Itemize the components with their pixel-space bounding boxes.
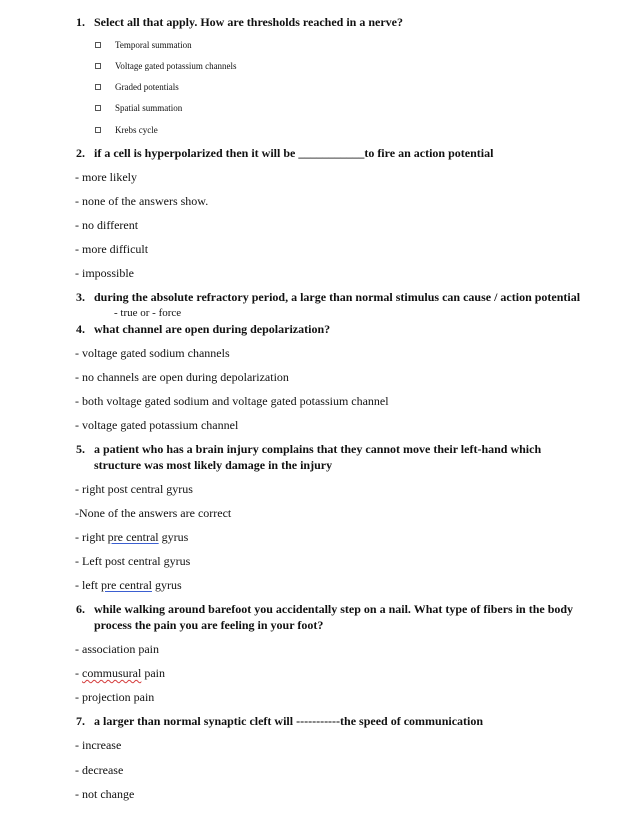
answer-option: - left pre central gyrus <box>75 578 182 592</box>
question-text: while walking around barefoot you accidentally step on a nail. What type of fibers in the body process the pain you are feeling in your foot? <box>94 602 574 632</box>
question-number: 5. <box>76 442 85 456</box>
answer-option: - voltage gated sodium channels <box>75 346 230 360</box>
answer-option: - projection pain <box>75 690 155 704</box>
checkbox-icon[interactable] <box>95 105 101 111</box>
answer-option: - no channels are open during depolarization <box>75 370 289 384</box>
answer-option: - not change <box>75 787 135 801</box>
question-3 <box>76 289 580 305</box>
answer-option: - right post central gyrus <box>75 482 193 496</box>
question-number: 6. <box>76 602 85 616</box>
answer-option: - decrease <box>75 763 124 777</box>
question-number: 2. <box>76 146 85 160</box>
checkbox-option[interactable] <box>95 82 179 92</box>
answer-option: - commusural pain <box>75 666 165 680</box>
question-text: a larger than normal synaptic cleft will -----------the speed of communication <box>94 714 484 728</box>
answer-option: - Left post central gyrus <box>75 554 191 568</box>
grammar-underlined-text: pre central <box>107 530 159 544</box>
option-label: Krebs cycle <box>115 125 158 135</box>
question-text: if a cell is hyperpolarized then it will be ___________to fire an action potential <box>94 146 494 160</box>
answer-option: - more difficult <box>75 242 149 256</box>
option-label: Spatial summation <box>115 103 183 113</box>
question-6 <box>76 601 574 633</box>
checkbox-icon[interactable] <box>95 127 101 133</box>
answer-option: -None of the answers are correct <box>75 506 232 520</box>
question-text: a patient who has a brain injury complains that they cannot move their left-hand which structure was most likely damage in the injury <box>94 442 542 472</box>
question-5 <box>76 441 574 473</box>
checkbox-option[interactable] <box>95 125 158 135</box>
answer-option: - no different <box>75 218 139 232</box>
question-number: 4. <box>76 322 85 336</box>
checkbox-option[interactable] <box>95 103 182 113</box>
answer-option: - increase <box>75 738 122 752</box>
checkbox-icon[interactable] <box>95 42 101 48</box>
question-4 <box>76 321 330 337</box>
answer-option: - voltage gated potassium channel <box>75 418 239 432</box>
question-text: during the absolute refractory period, a large than normal stimulus can cause / action potential <box>94 290 581 304</box>
checkbox-icon[interactable] <box>95 63 101 69</box>
question-number: 1. <box>76 15 85 29</box>
question-number: 7. <box>76 714 85 728</box>
answer-option: - more likely <box>75 170 137 184</box>
answer-choices-inline: - true or - force <box>114 307 182 319</box>
checkbox-option[interactable] <box>95 40 192 50</box>
spelling-underlined-text: commusural <box>82 666 142 680</box>
question-number: 3. <box>76 290 85 304</box>
answer-option: - both voltage gated sodium and voltage gated potassium channel <box>75 394 389 408</box>
question-7 <box>76 713 483 729</box>
answer-option: - association pain <box>75 642 159 656</box>
option-label: Temporal summation <box>115 40 192 50</box>
checkbox-icon[interactable] <box>95 84 101 90</box>
option-label: Graded potentials <box>115 82 179 92</box>
answer-option: - right pre central gyrus <box>75 530 189 544</box>
answer-option: - impossible <box>75 266 134 280</box>
question-1 <box>76 14 403 30</box>
question-text: Select all that apply. How are thresholds reached in a nerve? <box>94 15 403 29</box>
option-label: Voltage gated potassium channels <box>115 61 237 71</box>
question-text: what channel are open during depolarization? <box>94 322 331 336</box>
checkbox-option[interactable] <box>95 61 237 71</box>
answer-option: - none of the answers show. <box>75 194 209 208</box>
grammar-underlined-text: pre central <box>101 578 152 592</box>
question-2 <box>76 145 493 161</box>
